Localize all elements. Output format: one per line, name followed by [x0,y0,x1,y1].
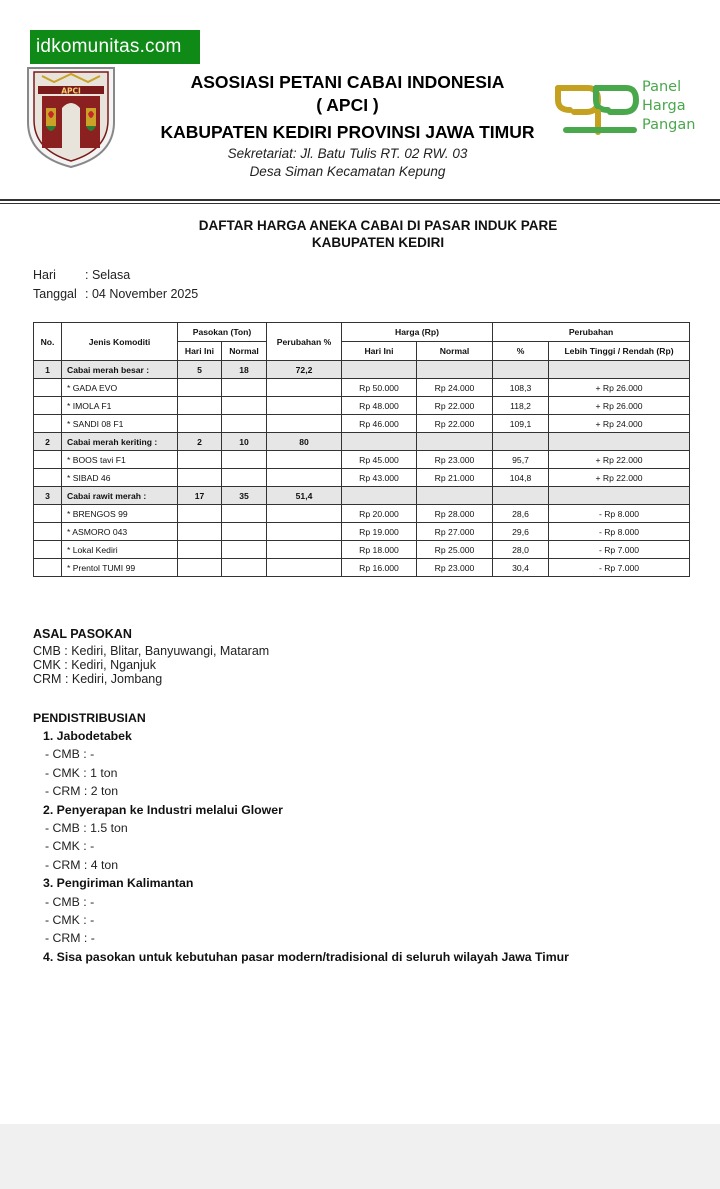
cell-harga-hari-ini: Rp 19.000 [342,523,417,541]
cell-lebih: - Rp 7.000 [549,559,690,577]
cell-pasokan-normal [222,505,267,523]
cell-harga-normal [417,433,493,451]
table-row [34,505,690,523]
distribusi-heading: PENDISTRIBUSIAN [33,711,146,725]
distribusi-item: - CRM : 4 ton [45,857,119,872]
cell-harga-hari-ini [342,433,417,451]
tanggal-value: : 04 November 2025 [85,287,199,301]
table-row [34,397,690,415]
cell-perubahan-pct: 51,4 [267,487,342,505]
table-row [34,469,690,487]
cell-harga-hari-ini: Rp 46.000 [342,415,417,433]
cell-harga-hari-ini: Rp 18.000 [342,541,417,559]
cell-pasokan-hari-ini: 2 [178,433,222,451]
cell-lebih: + Rp 26.000 [549,397,690,415]
apci-logo-text: APCI [61,86,81,96]
cell-jenis: * SANDI 08 F1 [62,415,178,433]
cell-harga-normal: Rp 28.000 [417,505,493,523]
cell-harga-hari-ini [342,361,417,379]
panel-text-line: Panel [642,79,682,95]
cell-pct [493,433,549,451]
cell-pasokan-hari-ini [178,505,222,523]
distribusi-item: - CMK : - [45,839,95,854]
header-lebih-tinggi-rendah: Lebih Tinggi / Rendah (Rp) [549,342,690,361]
cell-no [34,523,62,541]
cell-pasokan-hari-ini [178,415,222,433]
cell-pct: 118,2 [493,397,549,415]
cell-perubahan-pct [267,523,342,541]
org-name: ASOSIASI PETANI CABAI INDONESIA [190,72,505,92]
pendistribusian [33,709,569,966]
cell-harga-hari-ini: Rp 45.000 [342,451,417,469]
cell-pasokan-normal [222,523,267,541]
price-table [33,322,690,577]
panel-text-line: Pangan [642,117,696,133]
cell-perubahan-pct [267,559,342,577]
cell-perubahan-pct [267,451,342,469]
header-pasokan-hari-ini: Hari Ini [178,342,222,361]
header-no: No. [34,323,62,361]
cell-lebih [549,361,690,379]
cell-harga-hari-ini: Rp 48.000 [342,397,417,415]
page-footer-area [0,1124,720,1189]
cell-pct: 109,1 [493,415,549,433]
cell-pasokan-normal [222,379,267,397]
cell-lebih: + Rp 22.000 [549,451,690,469]
cell-pct [493,361,549,379]
cell-harga-normal: Rp 27.000 [417,523,493,541]
cell-pct: 95,7 [493,451,549,469]
cell-harga-normal: Rp 21.000 [417,469,493,487]
cell-no: 2 [34,433,62,451]
watermark: idkomunitas.com [30,30,200,64]
cell-pasokan-normal: 18 [222,361,267,379]
cell-lebih: - Rp 8.000 [549,523,690,541]
address-line-1: Sekretariat: Jl. Batu Tulis RT. 02 RW. 03 [227,146,468,161]
cell-pasokan-normal: 10 [222,433,267,451]
cell-harga-normal: Rp 22.000 [417,415,493,433]
cell-perubahan-pct [267,379,342,397]
cell-pct: 108,3 [493,379,549,397]
cell-jenis: * Prentol TUMI 99 [62,559,178,577]
distribusi-item: - CMB : 1.5 ton [45,820,128,835]
cell-lebih [549,487,690,505]
table-row [34,559,690,577]
cell-pasokan-normal [222,559,267,577]
cell-pasokan-hari-ini [178,379,222,397]
distribusi-item: - CRM : 2 ton [45,784,119,799]
table-group-row [34,433,690,451]
header-pasokan: Pasokan (Ton) [178,323,267,342]
cell-no [34,379,62,397]
cell-pasokan-hari-ini [178,559,222,577]
cell-lebih: - Rp 8.000 [549,505,690,523]
hari-value: : Selasa [85,268,131,282]
address-line-2: Desa Siman Kecamatan Kepung [249,164,446,179]
cell-lebih: + Rp 26.000 [549,379,690,397]
cell-pct: 30,4 [493,559,549,577]
cell-jenis: Cabai rawit merah : [62,487,178,505]
cell-harga-hari-ini: Rp 50.000 [342,379,417,397]
cell-pasokan-normal [222,397,267,415]
header-perubahan: Perubahan [493,323,690,342]
table-group-row [34,361,690,379]
header-harga: Harga (Rp) [342,323,493,342]
cell-pasokan-normal: 35 [222,487,267,505]
cell-pasokan-hari-ini [178,469,222,487]
cell-jenis: * BOOS tavi F1 [62,451,178,469]
distribusi-item: - CMK : - [45,912,95,927]
cell-no [34,559,62,577]
asal-line: CMK : Kediri, Nganjuk [33,658,156,672]
header-harga-hari-ini: Hari Ini [342,342,417,361]
cell-no [34,505,62,523]
distribusi-item: - CMB : - [45,747,95,762]
cell-harga-hari-ini [342,487,417,505]
table-row [34,379,690,397]
cell-harga-hari-ini: Rp 16.000 [342,559,417,577]
cell-no: 1 [34,361,62,379]
cell-jenis: * IMOLA F1 [62,397,178,415]
document-title: DAFTAR HARGA ANEKA CABAI DI PASAR INDUK PARE [198,218,558,233]
tanggal-label: Tanggal [33,287,77,301]
cell-pct: 29,6 [493,523,549,541]
header-divider [0,199,720,201]
cell-no: 3 [34,487,62,505]
cell-jenis: * BRENGOS 99 [62,505,178,523]
distribusi-group-title: 1. Jabodetabek [43,729,132,743]
asal-line: CMB : Kediri, Blitar, Banyuwangi, Mataram [33,644,270,658]
distribusi-item: - CRM : - [45,931,95,946]
cell-pasokan-hari-ini [178,523,222,541]
document-subtitle: KABUPATEN KEDIRI [311,235,445,250]
hari-label: Hari [33,268,56,282]
cell-pasokan-normal [222,541,267,559]
cell-perubahan-pct [267,541,342,559]
asal-heading: ASAL PASOKAN [33,627,132,641]
cell-jenis: * GADA EVO [62,379,178,397]
header-harga-normal: Normal [417,342,493,361]
cell-jenis: * Lokal Kediri [62,541,178,559]
apci-logo [24,64,118,169]
panel-harga-pangan-text [642,78,695,135]
cell-perubahan-pct [267,415,342,433]
cell-pasokan-normal [222,469,267,487]
cell-harga-normal: Rp 25.000 [417,541,493,559]
header-divider-thin [0,203,720,204]
table-row [34,415,690,433]
cell-harga-normal: Rp 23.000 [417,451,493,469]
cell-jenis: Cabai merah besar : [62,361,178,379]
asal-pasokan [33,627,132,642]
distribusi-group-title: 4. Sisa pasokan untuk kebutuhan pasar modern/tradisional di seluruh wilayah Jawa Timur [43,949,569,964]
cell-pasokan-hari-ini: 17 [178,487,222,505]
cell-no [34,469,62,487]
table-row [34,451,690,469]
cell-no [34,397,62,415]
org-region: KABUPATEN KEDIRI PROVINSI JAWA TIMUR [160,122,535,142]
distribusi-group-title: 2. Penyerapan ke Industri melalui Glower [43,802,283,817]
cell-pct: 104,8 [493,469,549,487]
cell-lebih: + Rp 22.000 [549,469,690,487]
panel-text-line: Harga [642,98,686,114]
cell-pasokan-hari-ini [178,397,222,415]
org-acronym: ( APCI ) [316,95,379,115]
cell-pasokan-hari-ini: 5 [178,361,222,379]
table-row [34,523,690,541]
cell-harga-normal: Rp 23.000 [417,559,493,577]
cell-harga-hari-ini: Rp 43.000 [342,469,417,487]
cell-lebih: + Rp 24.000 [549,415,690,433]
header-perubahan-pct: Perubahan % [267,323,342,361]
cell-no [34,451,62,469]
cell-no [34,415,62,433]
cell-harga-normal [417,361,493,379]
table-group-row [34,487,690,505]
header-jenis-komoditi: Jenis Komoditi [62,323,178,361]
cell-lebih: - Rp 7.000 [549,541,690,559]
cell-pasokan-normal [222,415,267,433]
cell-jenis: * SIBAD 46 [62,469,178,487]
cell-harga-normal [417,487,493,505]
meta-hari [33,268,130,282]
cell-harga-hari-ini: Rp 20.000 [342,505,417,523]
distribusi-item: - CMB : - [45,894,95,909]
cell-harga-normal: Rp 22.000 [417,397,493,415]
cell-perubahan-pct [267,505,342,523]
meta-tanggal [33,287,198,301]
cell-jenis: Cabai merah keriting : [62,433,178,451]
header-pasokan-normal: Normal [222,342,267,361]
price-table-body [34,361,690,577]
cell-pct: 28,0 [493,541,549,559]
cell-perubahan-pct [267,397,342,415]
cell-jenis: * ASMORO 043 [62,523,178,541]
asal-line: CRM : Kediri, Jombang [33,672,163,686]
cell-pct [493,487,549,505]
distribusi-item: - CMK : 1 ton [45,765,118,780]
cell-pct: 28,6 [493,505,549,523]
table-row [34,541,690,559]
cell-no [34,541,62,559]
cell-harga-normal: Rp 24.000 [417,379,493,397]
cell-pasokan-hari-ini [178,541,222,559]
cell-perubahan-pct: 80 [267,433,342,451]
cell-lebih [549,433,690,451]
cell-perubahan-pct [267,469,342,487]
cell-pasokan-normal [222,451,267,469]
cell-perubahan-pct: 72,2 [267,361,342,379]
header-pct: % [493,342,549,361]
distribusi-group-title: 3. Pengiriman Kalimantan [43,876,194,891]
cell-pasokan-hari-ini [178,451,222,469]
